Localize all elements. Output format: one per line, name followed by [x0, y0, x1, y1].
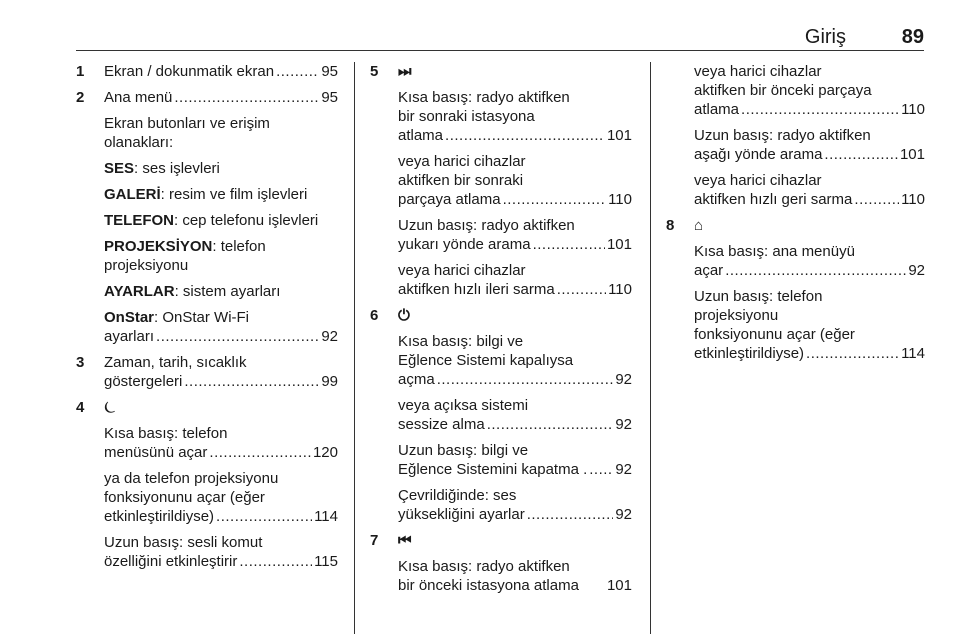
- previous-track-icon: ⏮: [398, 532, 412, 549]
- paragraph: SES: ses işlevleri: [104, 160, 220, 177]
- toc-entry: veya harici cihazlar aktifken bir sonraki parçaya atlama ..... 110: [398, 152, 632, 209]
- item-number: 3: [76, 354, 85, 371]
- paragraph: Ekran butonları ve erişim olanakları:: [104, 115, 270, 151]
- toc-entry: Uzun basış: sesli komut özelliğini etkinleştirir ..... 115: [104, 533, 338, 571]
- toc-entry: Kısa basış: radyo aktifken bir sonraki istasyona atlama ..... 101: [398, 88, 632, 145]
- item-5: [370, 62, 632, 299]
- page-header: [76, 26, 924, 50]
- item-number: 5: [370, 63, 379, 80]
- toc-entry: Uzun basış: telefon projeksiyonu fonksiyonunu açar (eğer etkinleştirildiyse) ..... 114: [694, 287, 925, 363]
- toc-entry: Zaman, tarih, sıcaklık göstergeleri ..... 99: [104, 353, 338, 391]
- phone-icon: ⏾: [104, 399, 116, 416]
- item-number: 7: [370, 532, 379, 549]
- toc-entry: Çevrildiğinde: ses yüksekliğini ayarlar ..... 92: [398, 486, 632, 524]
- column-1: [76, 62, 338, 578]
- item-4: [76, 398, 338, 571]
- page-number: 89: [901, 26, 924, 48]
- column-divider: [354, 62, 355, 634]
- item-number: 6: [370, 307, 379, 324]
- paragraph: AYARLAR: sistem ayarları: [104, 283, 281, 300]
- toc-entry: Ekran / dokunmatik ekran ..... 95: [104, 62, 338, 81]
- toc-entry: veya harici cihazlar aktifken hızlı ileri sarma ..... 110: [398, 261, 632, 299]
- item-1: [76, 62, 338, 81]
- paragraph: OnStar: OnStar Wi-Fi ayarları ..... 92: [104, 308, 338, 346]
- toc-entry: veya harici cihazlar aktifken bir önceki parçaya atlama ..... 110: [694, 62, 925, 119]
- item-number: 8: [666, 217, 675, 234]
- next-track-icon: ⏭: [398, 63, 412, 80]
- item-number: 1: [76, 63, 85, 80]
- toc-entry: Kısa basış: telefon menüsünü açar ..... 120: [104, 424, 338, 462]
- item-2: [76, 88, 338, 346]
- toc-entry: veya harici cihazlar aktifken hızlı geri sarma ..... 110: [694, 171, 925, 209]
- item-number: 4: [76, 399, 85, 416]
- power-icon: ⏻: [398, 307, 410, 324]
- column-divider: [650, 62, 651, 634]
- toc-entry: Uzun basış: radyo aktifken aşağı yönde arama ..... 101: [694, 126, 925, 164]
- header-rule: [76, 50, 924, 51]
- toc-entry: veya açıksa sistemi sessize alma ..... 92: [398, 396, 632, 434]
- item-7-continued: [666, 62, 925, 209]
- column-2: [370, 62, 632, 602]
- column-3: [666, 62, 925, 370]
- toc-entry: Kısa basış: radyo aktifken bir önceki istasyona atlama 101: [398, 558, 632, 594]
- item-number: 2: [76, 89, 85, 106]
- home-icon: ⌂: [694, 217, 704, 234]
- page-title: Giriş: [804, 26, 846, 48]
- item-8: [666, 216, 925, 363]
- item-3: [76, 353, 338, 391]
- toc-entry: ya da telefon projeksiyonu fonksiyonunu açar (eğer etkinleştirildiyse) ..... 114: [104, 469, 338, 526]
- toc-entry: Uzun basış: bilgi ve Eğlence Sistemini kapatma . ..... 92: [398, 441, 632, 479]
- toc-entry: Kısa basış: bilgi ve Eğlence Sistemi kapalıysa açma ..... 92: [398, 332, 632, 389]
- paragraph: TELEFON: cep telefonu işlevleri: [104, 212, 319, 229]
- item-7: [370, 531, 632, 595]
- toc-entry: Ana menü ..... 95: [104, 88, 338, 107]
- toc-entry: Uzun basış: radyo aktifken yukarı yönde arama ..... 101: [398, 216, 632, 254]
- toc-entry: Kısa basış: ana menüyü açar ..... 92: [694, 242, 925, 280]
- item-6: [370, 306, 632, 524]
- paragraph: GALERİ: resim ve film işlevleri: [104, 186, 308, 203]
- paragraph: PROJEKSİYON: telefon projeksiyonu: [104, 238, 266, 274]
